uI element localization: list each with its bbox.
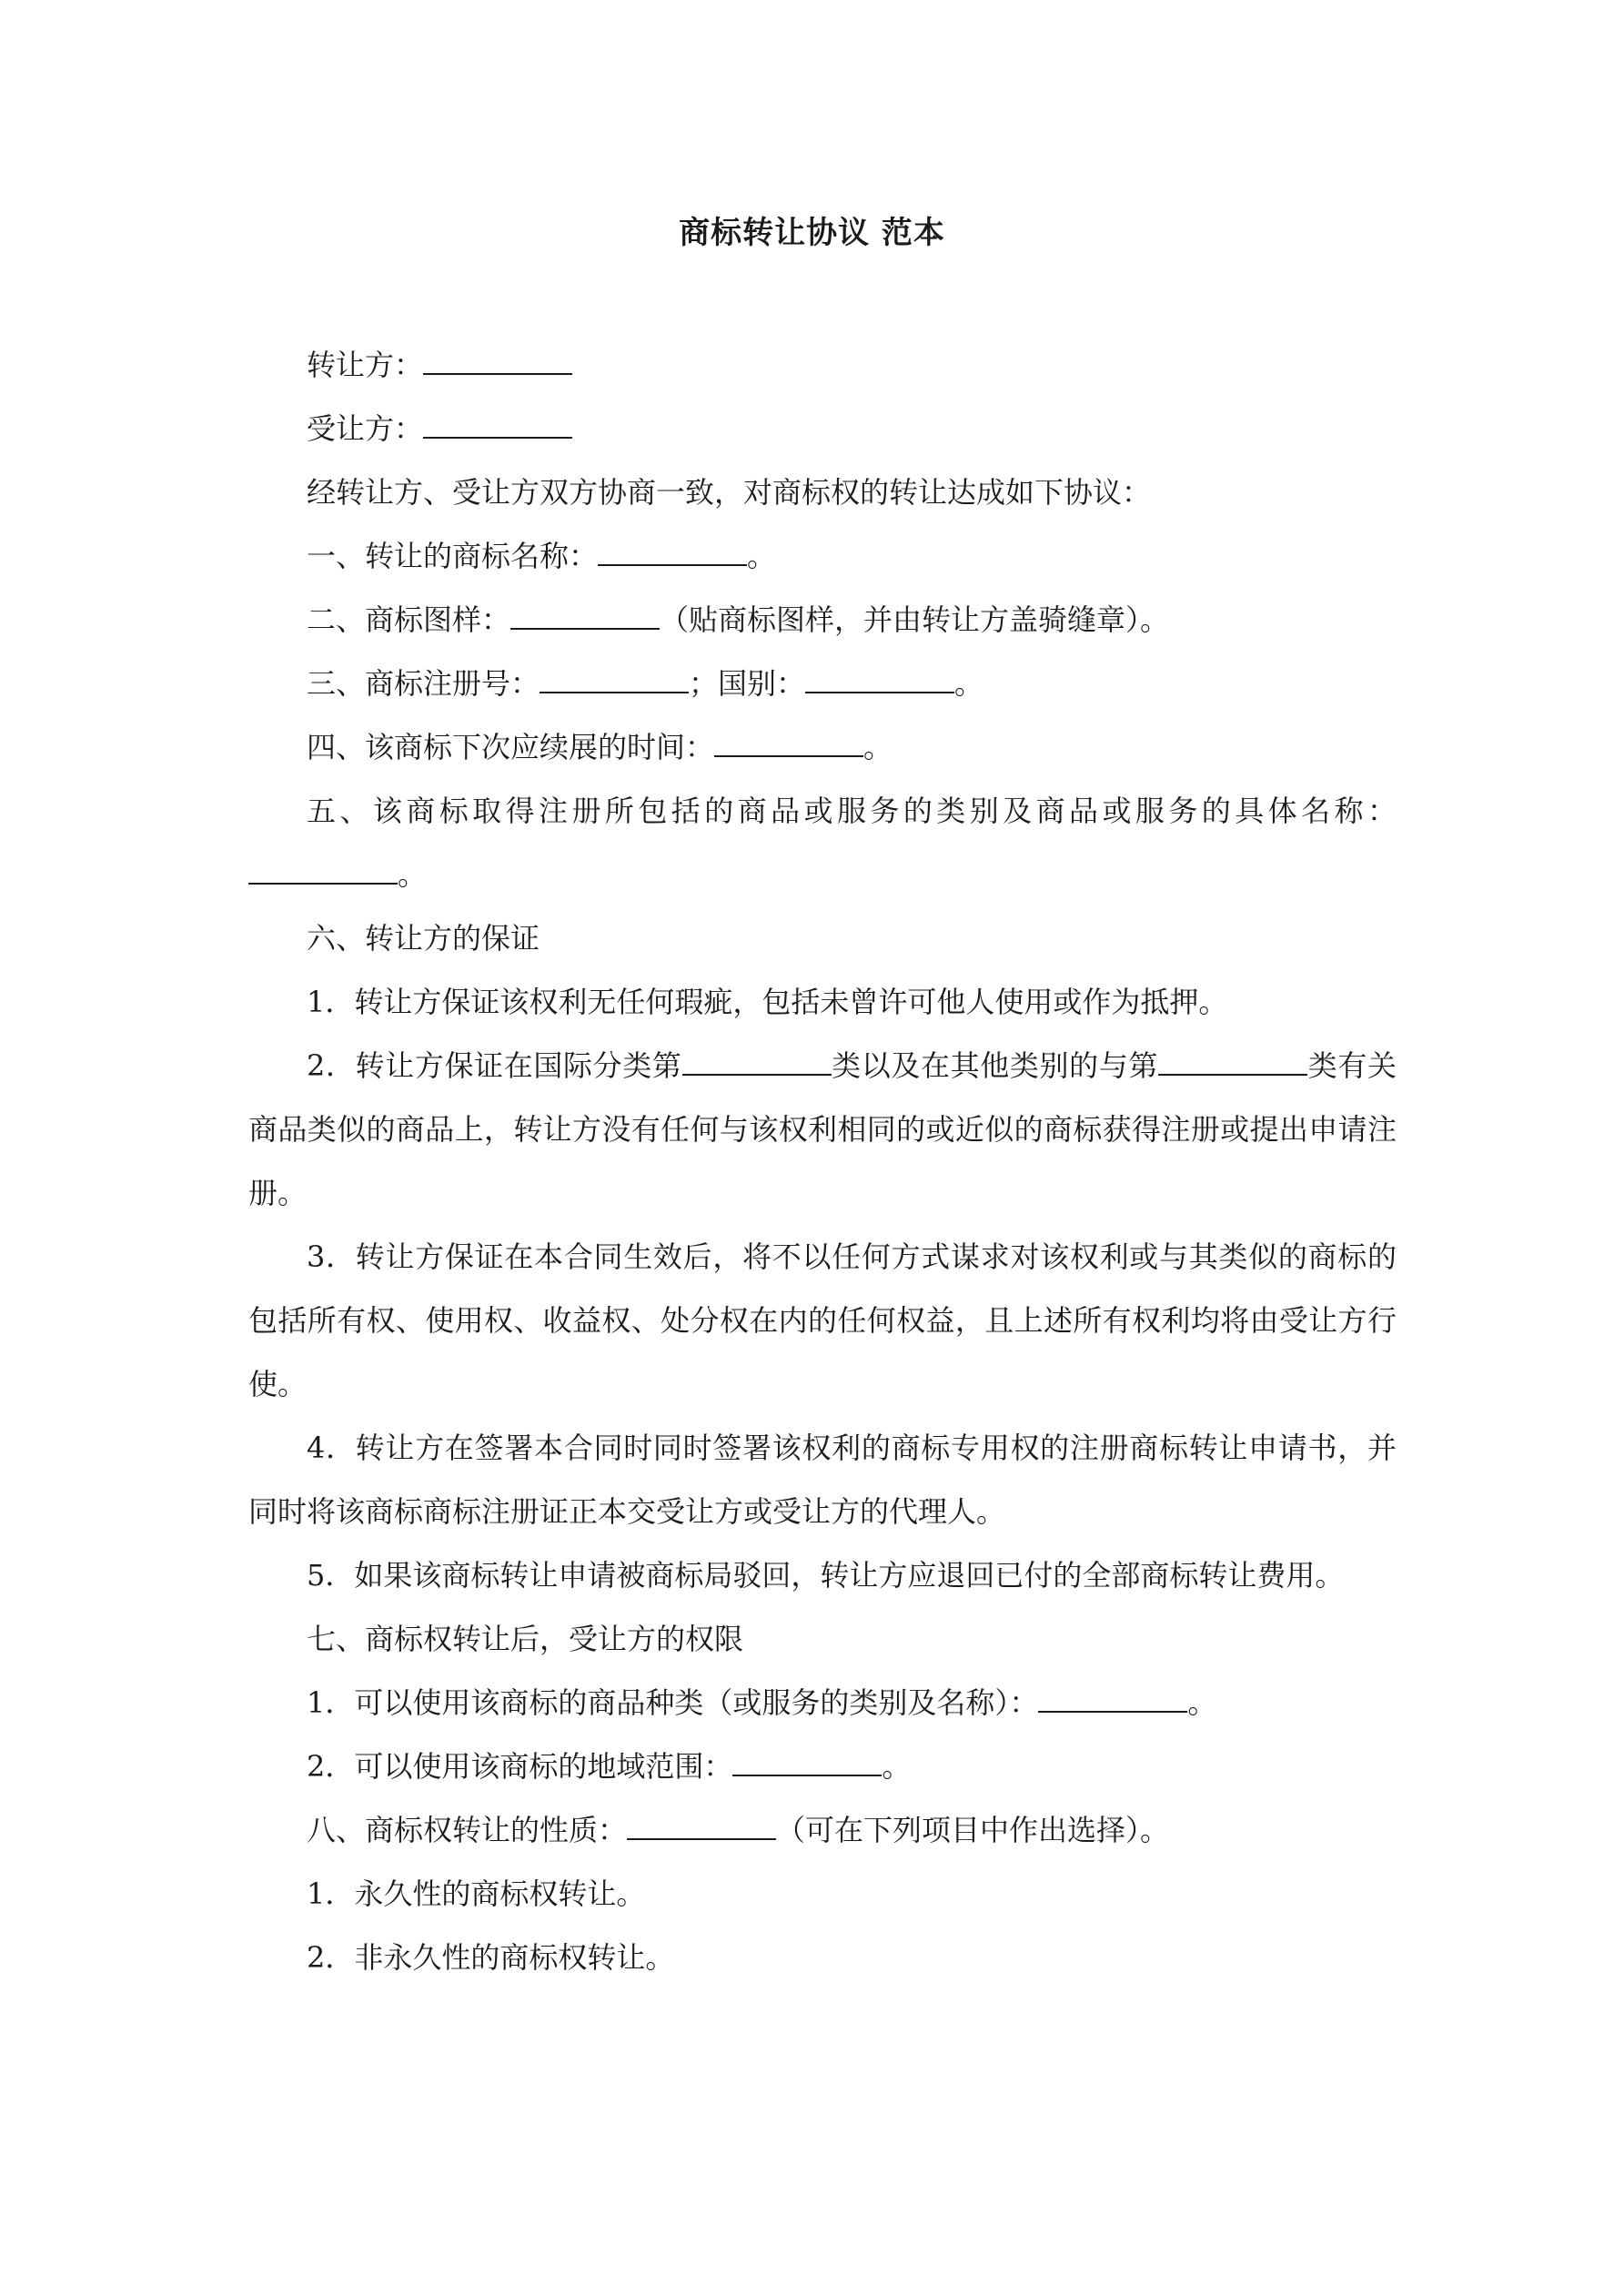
blank-field (805, 664, 954, 693)
clause-6-2: 2．转让方保证在国际分类第 类以及在其他类别的与第 类有关商品类似的商品上，转让方没有任何与该权利相同的或近似的商标获得注册或提出申请注册。 (248, 1048, 1397, 1210)
blank-field (627, 1811, 776, 1840)
document-title: 商标转让协议 范本 (679, 215, 945, 251)
blank-field (682, 1047, 832, 1076)
clause-1: 一、转让的商标名称： 。 (307, 539, 777, 573)
clause-8-2: 2．非永久性的商标权转让。 (307, 1940, 675, 1975)
preamble: 经转让方、受让方双方协商一致，对商标权的转让达成如下协议： (307, 475, 1152, 510)
blank-field (248, 855, 398, 885)
clause-6-4: 4．转让方在签署本合同时同时签署该权利的商标专用权的注册商标转让申请书，并同时将该商标商标注册证正本交受让方或受让方的代理人。 (248, 1431, 1397, 1529)
clause-7-1: 1．可以使用该商标的商品种类（或服务的类别及名称）： 。 (307, 1685, 1217, 1720)
blank-field (732, 1747, 882, 1776)
blank-field (1158, 1047, 1307, 1076)
clause-8: 八、商标权转让的性质： （可在下列项目中作出选择）。 (307, 1813, 1170, 1847)
blank-field (423, 346, 572, 375)
clause-7-2: 2．可以使用该商标的地域范围： 。 (307, 1749, 912, 1784)
clause-2: 二、商标图样： （贴商标图样，并由转让方盖骑缝章）。 (307, 602, 1170, 637)
blank-field (423, 410, 572, 439)
clause-6-1: 1．转让方保证该权利无任何瑕疵，包括未曾许可他人使用或作为抵押。 (307, 985, 1228, 1019)
blank-field (598, 537, 747, 566)
clause-7-heading: 七、商标权转让后，受让方的权限 (307, 1622, 744, 1656)
blank-field (540, 664, 689, 693)
document-body (248, 333, 1397, 1989)
clause-4: 四、该商标下次应续展的时间： 。 (307, 730, 893, 764)
transferee-line: 受让方： (248, 397, 1397, 460)
clause-3: 三、商标注册号： ；国别： 。 (307, 666, 984, 701)
blank-field (714, 728, 863, 757)
clause-5: 五、该商标取得注册所包括的商品或服务的类别及商品或服务的具体名称：。 (248, 779, 1397, 906)
clause-6-3: 3．转让方保证在本合同生效后，将不以任何方式谋求对该权利或与其类似的商标的包括所有权、使用权、收益权、处分权在内的任何权益，且上述所有权利均将由受让方行使。 (248, 1239, 1397, 1401)
blank-field (1038, 1684, 1187, 1713)
clause-8-1: 1．永久性的商标权转让。 (307, 1876, 646, 1911)
clause-6-5: 5．如果该商标转让申请被商标局驳回，转让方应退回已付的全部商标转让费用。 (307, 1558, 1345, 1593)
clause-6-heading: 六、转让方的保证 (307, 921, 540, 956)
transferor-line: 转让方： (248, 333, 1397, 397)
blank-field (510, 601, 660, 630)
